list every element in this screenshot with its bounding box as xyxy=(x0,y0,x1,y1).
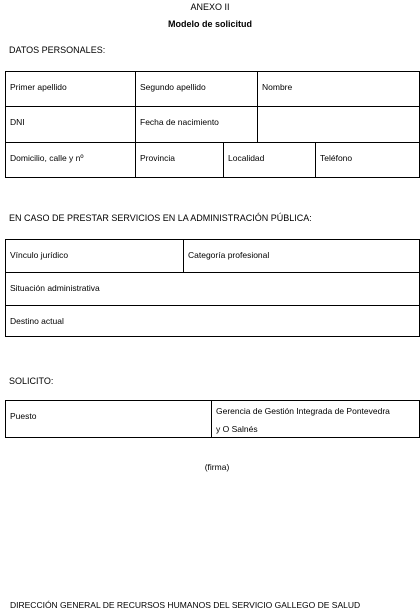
signature-label: (firma) xyxy=(204,462,230,472)
request-table xyxy=(5,400,420,438)
personal-data-table xyxy=(5,71,420,178)
current-post-field[interactable] xyxy=(6,306,419,336)
locality-field[interactable] xyxy=(224,143,316,177)
footer-text: DIRECCIÓN GENERAL DE RECURSOS HUMANOS DEL SERVICIO GALLEGO DE SALUD xyxy=(10,600,361,610)
management-field[interactable] xyxy=(212,402,419,437)
name-label: Nombre xyxy=(262,82,293,92)
address-label: Domicilio, calle y nº xyxy=(10,153,84,163)
category-label: Categoría profesional xyxy=(188,250,270,260)
legal-link-field[interactable] xyxy=(6,240,184,273)
phone-label: Teléfono xyxy=(320,153,353,163)
public-service-table xyxy=(5,239,420,337)
locality-label: Localidad xyxy=(228,153,265,163)
first-surname-field[interactable] xyxy=(6,72,136,107)
public-service-heading: EN CASO DE PRESTAR SERVICIOS EN LA ADMINISTRACIÓN PÚBLICA: xyxy=(9,213,312,223)
dni-field[interactable] xyxy=(6,107,136,143)
current-post-label: Destino actual xyxy=(10,316,64,326)
second-surname-label: Segundo apellido xyxy=(140,82,206,92)
position-field[interactable] xyxy=(6,401,212,437)
legal-link-label: Vínculo jurídico xyxy=(10,250,69,260)
position-label: Puesto xyxy=(10,411,37,421)
name-field[interactable] xyxy=(258,72,419,107)
phone-field[interactable] xyxy=(316,143,419,177)
annex-title: ANEXO II xyxy=(190,2,230,12)
blank-field[interactable] xyxy=(258,107,419,143)
category-field[interactable] xyxy=(184,240,419,273)
management-label-line2: y O Salnés xyxy=(216,424,258,434)
address-field[interactable] xyxy=(6,143,136,177)
admin-status-field[interactable] xyxy=(6,273,419,306)
dni-label: DNI xyxy=(10,117,25,127)
admin-status-label: Situación administrativa xyxy=(10,283,100,293)
management-label-line1: Gerencia de Gestión Integrada de Pontevedra xyxy=(216,406,390,416)
form-title: Modelo de solicitud xyxy=(167,19,252,29)
second-surname-field[interactable] xyxy=(136,72,258,107)
birth-date-field[interactable] xyxy=(136,107,258,143)
birth-date-label: Fecha de nacimiento xyxy=(140,117,219,127)
province-label: Provincia xyxy=(140,153,175,163)
request-heading: SOLICITO: xyxy=(9,376,54,386)
personal-data-heading: DATOS PERSONALES: xyxy=(9,45,106,55)
province-field[interactable] xyxy=(136,143,224,177)
first-surname-label: Primer apellido xyxy=(10,82,67,92)
